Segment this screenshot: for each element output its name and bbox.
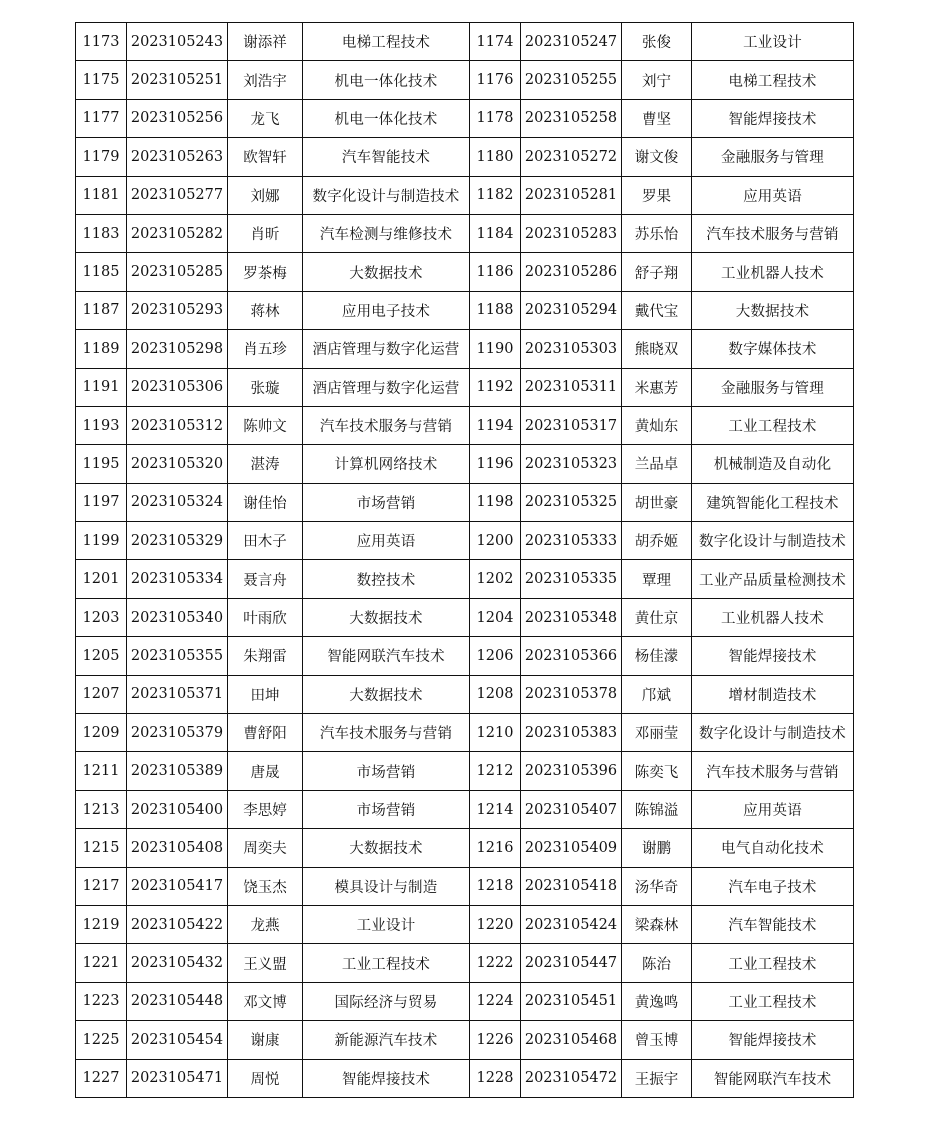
table-row bbox=[76, 905, 854, 943]
student-name-cell: 陈治 bbox=[622, 944, 692, 982]
student-id-cell: 2023105294 bbox=[521, 291, 622, 329]
serial-number-cell: 1182 bbox=[470, 176, 521, 214]
student-name-cell: 周悦 bbox=[228, 1059, 303, 1097]
major-cell: 工业工程技术 bbox=[303, 944, 470, 982]
student-id-cell: 2023105389 bbox=[127, 752, 228, 790]
serial-number-cell: 1206 bbox=[470, 637, 521, 675]
serial-number-cell: 1193 bbox=[76, 406, 127, 444]
table-row bbox=[76, 1021, 854, 1059]
serial-number-cell: 1190 bbox=[470, 330, 521, 368]
student-name-cell: 胡世豪 bbox=[622, 483, 692, 521]
major-cell: 数字化设计与制造技术 bbox=[303, 176, 470, 214]
serial-number-cell: 1194 bbox=[470, 406, 521, 444]
major-cell: 数字化设计与制造技术 bbox=[692, 522, 854, 560]
student-name-cell: 覃理 bbox=[622, 560, 692, 598]
major-cell: 智能焊接技术 bbox=[692, 99, 854, 137]
major-cell: 数控技术 bbox=[303, 560, 470, 598]
table-row bbox=[76, 214, 854, 252]
major-cell: 大数据技术 bbox=[303, 829, 470, 867]
student-name-cell: 周奕夫 bbox=[228, 829, 303, 867]
serial-number-cell: 1203 bbox=[76, 598, 127, 636]
student-id-cell: 2023105379 bbox=[127, 714, 228, 752]
table-row bbox=[76, 867, 854, 905]
student-id-cell: 2023105303 bbox=[521, 330, 622, 368]
major-cell: 汽车智能技术 bbox=[692, 905, 854, 943]
student-name-cell: 叶雨欣 bbox=[228, 598, 303, 636]
serial-number-cell: 1175 bbox=[76, 61, 127, 99]
table-row bbox=[76, 522, 854, 560]
serial-number-cell: 1174 bbox=[470, 23, 521, 61]
student-id-cell: 2023105286 bbox=[521, 253, 622, 291]
major-cell: 电梯工程技术 bbox=[692, 61, 854, 99]
student-id-cell: 2023105293 bbox=[127, 291, 228, 329]
student-id-cell: 2023105247 bbox=[521, 23, 622, 61]
serial-number-cell: 1197 bbox=[76, 483, 127, 521]
table-row bbox=[76, 99, 854, 137]
table-row bbox=[76, 445, 854, 483]
serial-number-cell: 1183 bbox=[76, 214, 127, 252]
roster-body bbox=[76, 23, 854, 1098]
serial-number-cell: 1226 bbox=[470, 1021, 521, 1059]
student-id-cell: 2023105323 bbox=[521, 445, 622, 483]
serial-number-cell: 1216 bbox=[470, 829, 521, 867]
student-name-cell: 刘宁 bbox=[622, 61, 692, 99]
student-id-cell: 2023105378 bbox=[521, 675, 622, 713]
student-name-cell: 谢康 bbox=[228, 1021, 303, 1059]
major-cell: 汽车技术服务与营销 bbox=[692, 214, 854, 252]
serial-number-cell: 1213 bbox=[76, 790, 127, 828]
serial-number-cell: 1178 bbox=[470, 99, 521, 137]
student-id-cell: 2023105312 bbox=[127, 406, 228, 444]
student-name-cell: 张俊 bbox=[622, 23, 692, 61]
major-cell: 应用英语 bbox=[692, 790, 854, 828]
student-name-cell: 田木子 bbox=[228, 522, 303, 560]
student-name-cell: 兰品卓 bbox=[622, 445, 692, 483]
serial-number-cell: 1188 bbox=[470, 291, 521, 329]
serial-number-cell: 1204 bbox=[470, 598, 521, 636]
student-name-cell: 谢鹏 bbox=[622, 829, 692, 867]
student-id-cell: 2023105333 bbox=[521, 522, 622, 560]
student-name-cell: 陈奕飞 bbox=[622, 752, 692, 790]
student-roster-table bbox=[75, 22, 854, 1098]
major-cell: 机电一体化技术 bbox=[303, 99, 470, 137]
major-cell: 智能焊接技术 bbox=[303, 1059, 470, 1097]
student-id-cell: 2023105282 bbox=[127, 214, 228, 252]
serial-number-cell: 1222 bbox=[470, 944, 521, 982]
table-row bbox=[76, 176, 854, 214]
serial-number-cell: 1224 bbox=[470, 982, 521, 1020]
table-row bbox=[76, 598, 854, 636]
student-id-cell: 2023105454 bbox=[127, 1021, 228, 1059]
table-row bbox=[76, 714, 854, 752]
major-cell: 大数据技术 bbox=[692, 291, 854, 329]
student-name-cell: 胡乔姬 bbox=[622, 522, 692, 560]
major-cell: 机械制造及自动化 bbox=[692, 445, 854, 483]
student-name-cell: 邓文博 bbox=[228, 982, 303, 1020]
major-cell: 增材制造技术 bbox=[692, 675, 854, 713]
major-cell: 大数据技术 bbox=[303, 253, 470, 291]
table-row bbox=[76, 675, 854, 713]
student-name-cell: 苏乐怡 bbox=[622, 214, 692, 252]
major-cell: 应用英语 bbox=[303, 522, 470, 560]
major-cell: 汽车电子技术 bbox=[692, 867, 854, 905]
major-cell: 大数据技术 bbox=[303, 675, 470, 713]
major-cell: 机电一体化技术 bbox=[303, 61, 470, 99]
student-id-cell: 2023105468 bbox=[521, 1021, 622, 1059]
major-cell: 市场营销 bbox=[303, 790, 470, 828]
serial-number-cell: 1211 bbox=[76, 752, 127, 790]
major-cell: 国际经济与贸易 bbox=[303, 982, 470, 1020]
student-name-cell: 王义盟 bbox=[228, 944, 303, 982]
student-id-cell: 2023105285 bbox=[127, 253, 228, 291]
student-name-cell: 黄逸鸣 bbox=[622, 982, 692, 1020]
serial-number-cell: 1214 bbox=[470, 790, 521, 828]
student-id-cell: 2023105348 bbox=[521, 598, 622, 636]
major-cell: 工业设计 bbox=[692, 23, 854, 61]
student-name-cell: 刘浩宇 bbox=[228, 61, 303, 99]
serial-number-cell: 1227 bbox=[76, 1059, 127, 1097]
table-row bbox=[76, 790, 854, 828]
student-id-cell: 2023105418 bbox=[521, 867, 622, 905]
student-name-cell: 米惠芳 bbox=[622, 368, 692, 406]
student-name-cell: 黄灿东 bbox=[622, 406, 692, 444]
student-name-cell: 戴代宝 bbox=[622, 291, 692, 329]
serial-number-cell: 1220 bbox=[470, 905, 521, 943]
student-name-cell: 陈帅文 bbox=[228, 406, 303, 444]
table-row bbox=[76, 138, 854, 176]
serial-number-cell: 1212 bbox=[470, 752, 521, 790]
student-name-cell: 龙飞 bbox=[228, 99, 303, 137]
serial-number-cell: 1199 bbox=[76, 522, 127, 560]
serial-number-cell: 1184 bbox=[470, 214, 521, 252]
major-cell: 汽车智能技术 bbox=[303, 138, 470, 176]
student-id-cell: 2023105396 bbox=[521, 752, 622, 790]
student-name-cell: 刘娜 bbox=[228, 176, 303, 214]
serial-number-cell: 1187 bbox=[76, 291, 127, 329]
serial-number-cell: 1215 bbox=[76, 829, 127, 867]
serial-number-cell: 1191 bbox=[76, 368, 127, 406]
student-id-cell: 2023105472 bbox=[521, 1059, 622, 1097]
table-row bbox=[76, 291, 854, 329]
table-row bbox=[76, 61, 854, 99]
student-id-cell: 2023105448 bbox=[127, 982, 228, 1020]
major-cell: 市场营销 bbox=[303, 483, 470, 521]
serial-number-cell: 1176 bbox=[470, 61, 521, 99]
serial-number-cell: 1181 bbox=[76, 176, 127, 214]
student-name-cell: 曹舒阳 bbox=[228, 714, 303, 752]
table-row bbox=[76, 406, 854, 444]
student-name-cell: 王振宇 bbox=[622, 1059, 692, 1097]
student-id-cell: 2023105471 bbox=[127, 1059, 228, 1097]
student-id-cell: 2023105334 bbox=[127, 560, 228, 598]
major-cell: 市场营销 bbox=[303, 752, 470, 790]
major-cell: 酒店管理与数字化运营 bbox=[303, 368, 470, 406]
student-id-cell: 2023105366 bbox=[521, 637, 622, 675]
major-cell: 电气自动化技术 bbox=[692, 829, 854, 867]
student-id-cell: 2023105298 bbox=[127, 330, 228, 368]
student-name-cell: 曹坚 bbox=[622, 99, 692, 137]
serial-number-cell: 1198 bbox=[470, 483, 521, 521]
serial-number-cell: 1179 bbox=[76, 138, 127, 176]
student-id-cell: 2023105407 bbox=[521, 790, 622, 828]
major-cell: 智能焊接技术 bbox=[692, 637, 854, 675]
major-cell: 应用电子技术 bbox=[303, 291, 470, 329]
student-name-cell: 湛涛 bbox=[228, 445, 303, 483]
table-row bbox=[76, 253, 854, 291]
student-name-cell: 李思婷 bbox=[228, 790, 303, 828]
serial-number-cell: 1200 bbox=[470, 522, 521, 560]
serial-number-cell: 1205 bbox=[76, 637, 127, 675]
student-name-cell: 梁森林 bbox=[622, 905, 692, 943]
serial-number-cell: 1173 bbox=[76, 23, 127, 61]
student-name-cell: 唐晟 bbox=[228, 752, 303, 790]
major-cell: 计算机网络技术 bbox=[303, 445, 470, 483]
student-name-cell: 邓丽莹 bbox=[622, 714, 692, 752]
student-id-cell: 2023105256 bbox=[127, 99, 228, 137]
student-id-cell: 2023105320 bbox=[127, 445, 228, 483]
major-cell: 工业机器人技术 bbox=[692, 253, 854, 291]
student-name-cell: 熊晓双 bbox=[622, 330, 692, 368]
major-cell: 应用英语 bbox=[692, 176, 854, 214]
serial-number-cell: 1218 bbox=[470, 867, 521, 905]
student-id-cell: 2023105283 bbox=[521, 214, 622, 252]
student-id-cell: 2023105355 bbox=[127, 637, 228, 675]
table-row bbox=[76, 330, 854, 368]
serial-number-cell: 1185 bbox=[76, 253, 127, 291]
student-id-cell: 2023105317 bbox=[521, 406, 622, 444]
major-cell: 数字化设计与制造技术 bbox=[692, 714, 854, 752]
student-id-cell: 2023105422 bbox=[127, 905, 228, 943]
student-id-cell: 2023105263 bbox=[127, 138, 228, 176]
serial-number-cell: 1192 bbox=[470, 368, 521, 406]
major-cell: 建筑智能化工程技术 bbox=[692, 483, 854, 521]
major-cell: 智能焊接技术 bbox=[692, 1021, 854, 1059]
serial-number-cell: 1207 bbox=[76, 675, 127, 713]
major-cell: 工业产品质量检测技术 bbox=[692, 560, 854, 598]
student-name-cell: 曾玉博 bbox=[622, 1021, 692, 1059]
serial-number-cell: 1219 bbox=[76, 905, 127, 943]
student-name-cell: 罗茶梅 bbox=[228, 253, 303, 291]
serial-number-cell: 1177 bbox=[76, 99, 127, 137]
student-id-cell: 2023105272 bbox=[521, 138, 622, 176]
major-cell: 汽车检测与维修技术 bbox=[303, 214, 470, 252]
student-id-cell: 2023105329 bbox=[127, 522, 228, 560]
major-cell: 智能网联汽车技术 bbox=[692, 1059, 854, 1097]
student-name-cell: 肖昕 bbox=[228, 214, 303, 252]
student-id-cell: 2023105258 bbox=[521, 99, 622, 137]
serial-number-cell: 1221 bbox=[76, 944, 127, 982]
student-id-cell: 2023105325 bbox=[521, 483, 622, 521]
student-name-cell: 罗果 bbox=[622, 176, 692, 214]
table-row bbox=[76, 829, 854, 867]
major-cell: 模具设计与制造 bbox=[303, 867, 470, 905]
major-cell: 工业工程技术 bbox=[692, 944, 854, 982]
major-cell: 工业工程技术 bbox=[692, 406, 854, 444]
student-name-cell: 邝斌 bbox=[622, 675, 692, 713]
major-cell: 汽车技术服务与营销 bbox=[303, 714, 470, 752]
student-name-cell: 陈锦溢 bbox=[622, 790, 692, 828]
major-cell: 金融服务与管理 bbox=[692, 368, 854, 406]
student-id-cell: 2023105281 bbox=[521, 176, 622, 214]
student-id-cell: 2023105432 bbox=[127, 944, 228, 982]
student-id-cell: 2023105311 bbox=[521, 368, 622, 406]
student-id-cell: 2023105451 bbox=[521, 982, 622, 1020]
student-id-cell: 2023105340 bbox=[127, 598, 228, 636]
student-id-cell: 2023105371 bbox=[127, 675, 228, 713]
serial-number-cell: 1225 bbox=[76, 1021, 127, 1059]
serial-number-cell: 1228 bbox=[470, 1059, 521, 1097]
serial-number-cell: 1186 bbox=[470, 253, 521, 291]
serial-number-cell: 1195 bbox=[76, 445, 127, 483]
table-row bbox=[76, 982, 854, 1020]
student-id-cell: 2023105409 bbox=[521, 829, 622, 867]
student-name-cell: 饶玉杰 bbox=[228, 867, 303, 905]
student-id-cell: 2023105243 bbox=[127, 23, 228, 61]
student-name-cell: 肖五珍 bbox=[228, 330, 303, 368]
major-cell: 工业机器人技术 bbox=[692, 598, 854, 636]
major-cell: 电梯工程技术 bbox=[303, 23, 470, 61]
table-row bbox=[76, 483, 854, 521]
table-row bbox=[76, 1059, 854, 1097]
table-row bbox=[76, 23, 854, 61]
student-id-cell: 2023105324 bbox=[127, 483, 228, 521]
student-name-cell: 张璇 bbox=[228, 368, 303, 406]
major-cell: 汽车技术服务与营销 bbox=[303, 406, 470, 444]
student-name-cell: 蒋林 bbox=[228, 291, 303, 329]
student-id-cell: 2023105447 bbox=[521, 944, 622, 982]
student-id-cell: 2023105417 bbox=[127, 867, 228, 905]
student-id-cell: 2023105251 bbox=[127, 61, 228, 99]
serial-number-cell: 1209 bbox=[76, 714, 127, 752]
major-cell: 新能源汽车技术 bbox=[303, 1021, 470, 1059]
serial-number-cell: 1201 bbox=[76, 560, 127, 598]
serial-number-cell: 1208 bbox=[470, 675, 521, 713]
serial-number-cell: 1217 bbox=[76, 867, 127, 905]
table-row bbox=[76, 944, 854, 982]
student-id-cell: 2023105335 bbox=[521, 560, 622, 598]
table-row bbox=[76, 752, 854, 790]
major-cell: 酒店管理与数字化运营 bbox=[303, 330, 470, 368]
student-name-cell: 舒子翔 bbox=[622, 253, 692, 291]
student-id-cell: 2023105277 bbox=[127, 176, 228, 214]
student-name-cell: 聂言舟 bbox=[228, 560, 303, 598]
major-cell: 大数据技术 bbox=[303, 598, 470, 636]
major-cell: 工业设计 bbox=[303, 905, 470, 943]
student-name-cell: 田坤 bbox=[228, 675, 303, 713]
table-row bbox=[76, 368, 854, 406]
student-id-cell: 2023105306 bbox=[127, 368, 228, 406]
serial-number-cell: 1202 bbox=[470, 560, 521, 598]
table-row bbox=[76, 637, 854, 675]
student-name-cell: 欧智轩 bbox=[228, 138, 303, 176]
student-name-cell: 谢文俊 bbox=[622, 138, 692, 176]
major-cell: 金融服务与管理 bbox=[692, 138, 854, 176]
serial-number-cell: 1189 bbox=[76, 330, 127, 368]
student-name-cell: 谢佳怡 bbox=[228, 483, 303, 521]
serial-number-cell: 1180 bbox=[470, 138, 521, 176]
major-cell: 数字媒体技术 bbox=[692, 330, 854, 368]
serial-number-cell: 1223 bbox=[76, 982, 127, 1020]
student-id-cell: 2023105383 bbox=[521, 714, 622, 752]
major-cell: 智能网联汽车技术 bbox=[303, 637, 470, 675]
student-id-cell: 2023105424 bbox=[521, 905, 622, 943]
major-cell: 汽车技术服务与营销 bbox=[692, 752, 854, 790]
student-name-cell: 谢添祥 bbox=[228, 23, 303, 61]
student-id-cell: 2023105408 bbox=[127, 829, 228, 867]
student-name-cell: 龙燕 bbox=[228, 905, 303, 943]
major-cell: 工业工程技术 bbox=[692, 982, 854, 1020]
student-id-cell: 2023105255 bbox=[521, 61, 622, 99]
student-name-cell: 黄仕京 bbox=[622, 598, 692, 636]
serial-number-cell: 1210 bbox=[470, 714, 521, 752]
student-id-cell: 2023105400 bbox=[127, 790, 228, 828]
student-name-cell: 朱翔雷 bbox=[228, 637, 303, 675]
student-name-cell: 汤华奇 bbox=[622, 867, 692, 905]
table-row bbox=[76, 560, 854, 598]
student-name-cell: 杨佳濛 bbox=[622, 637, 692, 675]
serial-number-cell: 1196 bbox=[470, 445, 521, 483]
